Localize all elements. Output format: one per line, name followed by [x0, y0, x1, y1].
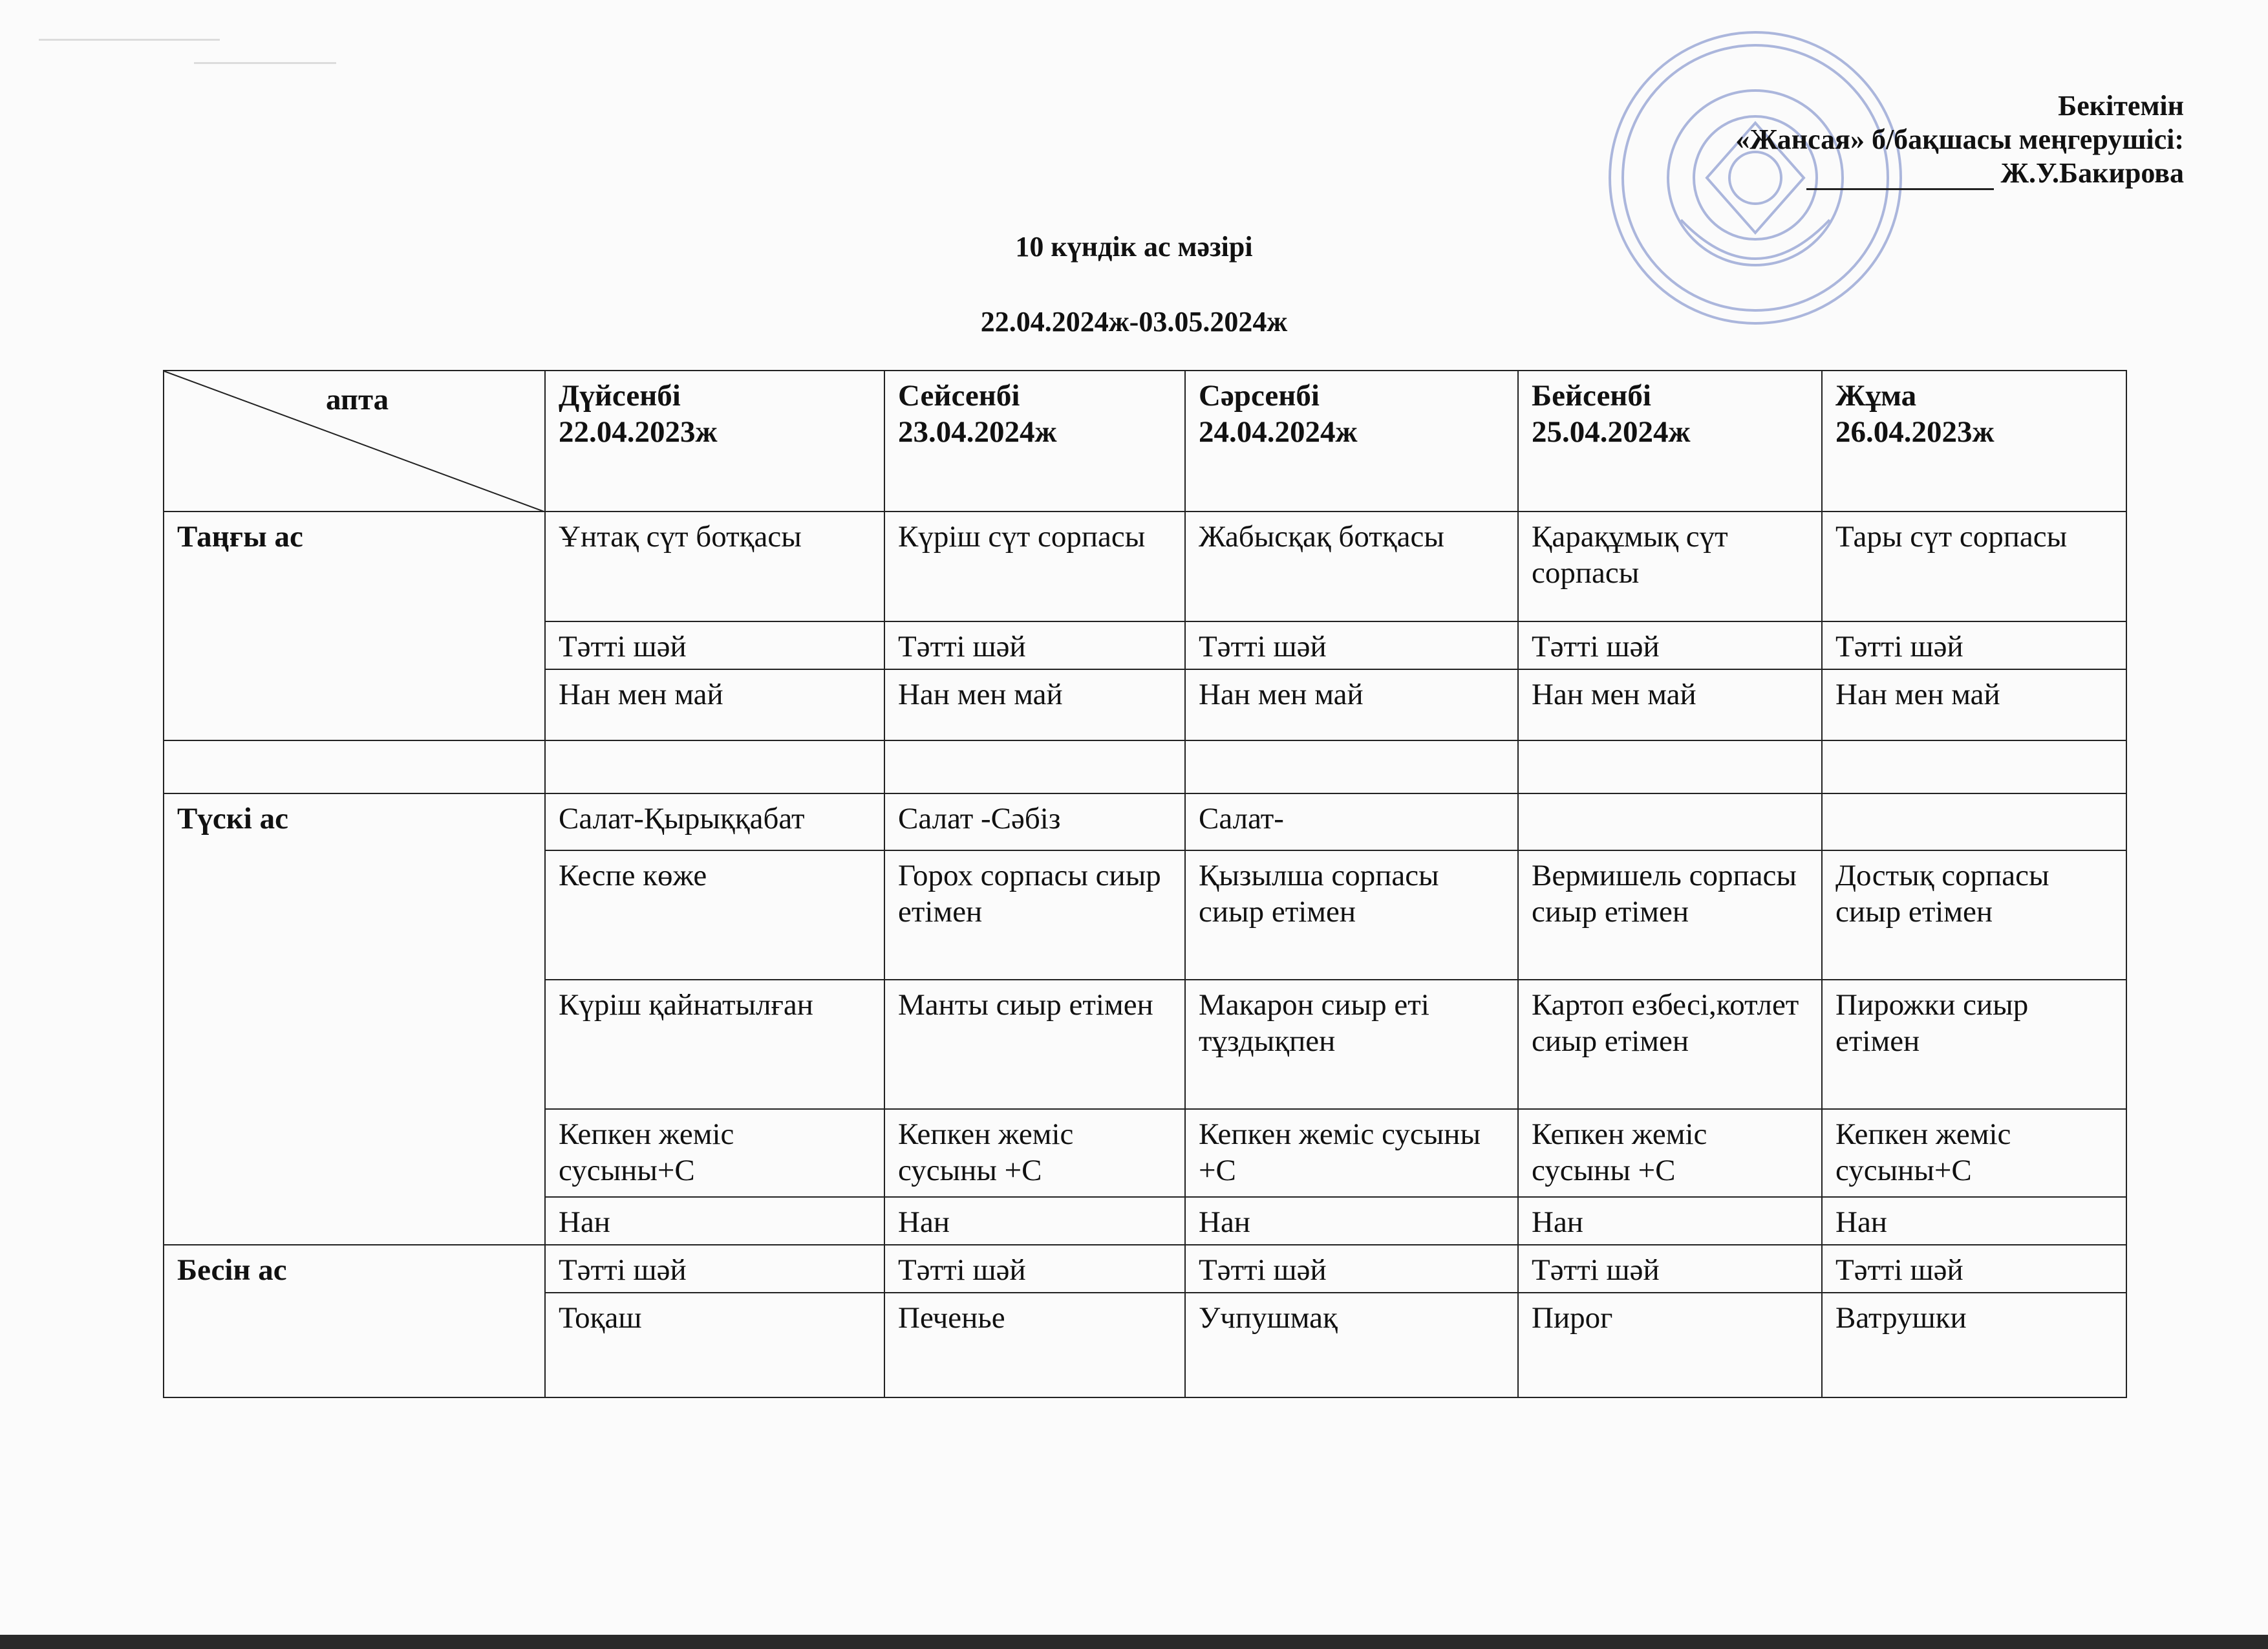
day-date: 26.04.2023ж	[1835, 415, 1995, 449]
menu-cell: Тәтті шәй	[545, 621, 884, 669]
menu-cell: Салат -Сәбіз	[884, 793, 1185, 850]
approval-name: Ж.У.Бакирова	[2000, 157, 2184, 189]
meal-label: Бесін ас	[164, 1245, 545, 1397]
menu-cell: Манты сиыр етімен	[884, 980, 1185, 1109]
menu-cell: Ватрушки	[1822, 1293, 2126, 1397]
day-header	[545, 371, 884, 512]
day-name: Бейсенбі	[1532, 379, 1651, 413]
table-row	[164, 1245, 2126, 1293]
day-name: Сәрсенбі	[1199, 379, 1320, 413]
approval-title: Бекітемін	[2058, 90, 2184, 122]
menu-cell: Нан	[545, 1197, 884, 1245]
approval-position: «Жансая» б/бақшасы меңгерушісі:	[1735, 124, 2184, 155]
menu-cell: Макарон сиыр еті тұздықпен	[1185, 980, 1518, 1109]
corner-cell	[164, 371, 545, 512]
day-date: 23.04.2024ж	[898, 415, 1057, 449]
menu-cell: Нан мен май	[884, 669, 1185, 740]
menu-cell: Тәтті шәй	[1822, 621, 2126, 669]
approval-signature	[1735, 156, 2184, 190]
menu-cell	[884, 740, 1185, 793]
menu-cell: Нан	[884, 1197, 1185, 1245]
menu-cell: Нан	[1518, 1197, 1822, 1245]
day-header	[1518, 371, 1822, 512]
menu-cell: Вермишель сорпасы сиыр етімен	[1518, 850, 1822, 980]
menu-cell: Кепкен жеміс сусыны +С	[1185, 1109, 1518, 1197]
menu-cell: Пирог	[1518, 1293, 1822, 1397]
menu-cell: Картоп езбесі,котлет сиыр етімен	[1518, 980, 1822, 1109]
menu-cell: Тәтті шәй	[1185, 1245, 1518, 1293]
day-header	[884, 371, 1185, 512]
day-name: Жұма	[1835, 379, 1917, 413]
menu-cell: Кепкен жеміс сусыны +С	[884, 1109, 1185, 1197]
day-header	[1822, 371, 2126, 512]
menu-cell: Горох сорпасы сиыр етімен	[884, 850, 1185, 980]
menu-cell: Салат-	[1185, 793, 1518, 850]
menu-cell: Тары сүт сорпасы	[1822, 512, 2126, 621]
meal-label	[164, 740, 545, 793]
scan-edge	[0, 1635, 2268, 1649]
menu-cell: Кеспе көже	[545, 850, 884, 980]
menu-title: 10 күндік ас мәзірі	[1015, 231, 1253, 263]
table-row	[164, 512, 2126, 621]
menu-cell: Қызылша сорпасы сиыр етімен	[1185, 850, 1518, 980]
scan-artifact	[194, 62, 336, 64]
menu-cell	[1518, 740, 1822, 793]
approval-block	[1735, 89, 2184, 190]
menu-cell: Нан мен май	[1185, 669, 1518, 740]
table-row	[164, 740, 2126, 793]
menu-cell	[1822, 793, 2126, 850]
menu-cell: Нан	[1185, 1197, 1518, 1245]
menu-cell: Жабысқақ ботқасы	[1185, 512, 1518, 621]
scan-artifact	[39, 39, 220, 41]
menu-cell: Қарақұмық сүт сорпасы	[1518, 512, 1822, 621]
menu-period: 22.04.2024ж-03.05.2024ж	[980, 306, 1288, 338]
signature-line	[1806, 162, 1994, 190]
menu-cell: Нан мен май	[1518, 669, 1822, 740]
menu-cell: Тәтті шәй	[884, 1245, 1185, 1293]
menu-cell: Кепкен жеміс сусыны+С	[545, 1109, 884, 1197]
menu-cell: Салат-Қырыққабат	[545, 793, 884, 850]
menu-cell: Тәтті шәй	[884, 621, 1185, 669]
menu-cell: Тәтті шәй	[1518, 1245, 1822, 1293]
menu-cell: Тәтті шәй	[1518, 621, 1822, 669]
day-date: 24.04.2024ж	[1199, 415, 1358, 449]
day-header	[1185, 371, 1518, 512]
menu-cell: Тәтті шәй	[1822, 1245, 2126, 1293]
menu-cell	[1185, 740, 1518, 793]
menu-cell: Тәтті шәй	[1185, 621, 1518, 669]
meal-label: Таңғы ас	[164, 512, 545, 740]
menu-cell: Күріш қайнатылған	[545, 980, 884, 1109]
menu-cell: Тоқаш	[545, 1293, 884, 1397]
table-row	[164, 793, 2126, 850]
menu-cell: Нан	[1822, 1197, 2126, 1245]
meal-label: Түскі ас	[164, 793, 545, 1245]
menu-cell: Учпушмақ	[1185, 1293, 1518, 1397]
menu-cell: Ұнтақ сүт ботқасы	[545, 512, 884, 621]
menu-table	[163, 370, 2127, 1398]
menu-cell	[1822, 740, 2126, 793]
menu-cell	[1518, 793, 1822, 850]
menu-cell: Кепкен жеміс сусыны +С	[1518, 1109, 1822, 1197]
menu-cell: Печенье	[884, 1293, 1185, 1397]
day-date: 22.04.2023ж	[559, 415, 718, 449]
day-date: 25.04.2024ж	[1532, 415, 1691, 449]
menu-cell: Пирожки сиыр етімен	[1822, 980, 2126, 1109]
header-row	[164, 371, 2126, 512]
corner-label: апта	[326, 383, 389, 416]
menu-cell: Достық сорпасы сиыр етімен	[1822, 850, 2126, 980]
menu-cell: Нан мен май	[1822, 669, 2126, 740]
menu-cell: Кепкен жеміс сусыны+С	[1822, 1109, 2126, 1197]
menu-cell	[545, 740, 884, 793]
menu-cell: Тәтті шәй	[545, 1245, 884, 1293]
menu-cell: Күріш сүт сорпасы	[884, 512, 1185, 621]
day-name: Дүйсенбі	[559, 379, 681, 413]
menu-cell: Нан мен май	[545, 669, 884, 740]
day-name: Сейсенбі	[898, 379, 1020, 413]
